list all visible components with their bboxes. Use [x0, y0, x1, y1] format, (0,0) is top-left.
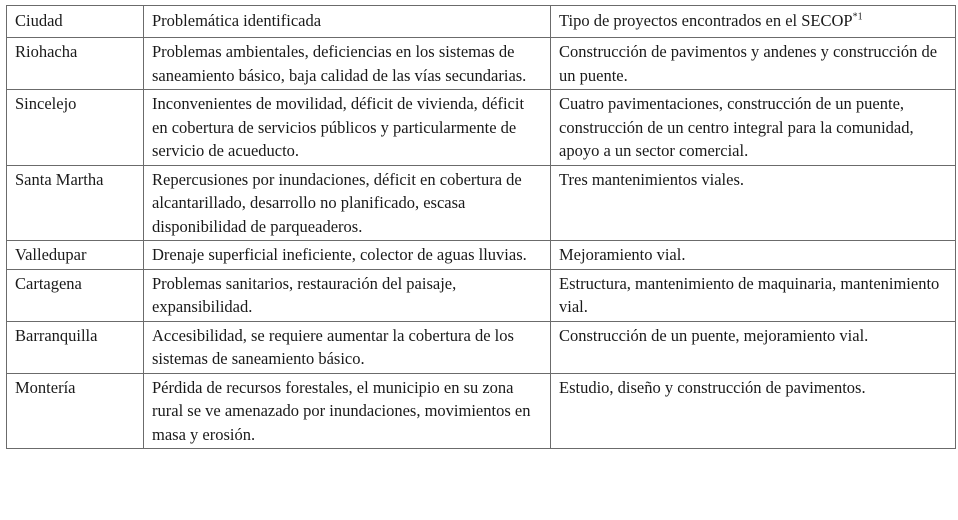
cell-problem: Problemas ambientales, deficiencias en los sistemas de saneamiento básico, baja calidad de las vías secundarias.	[144, 38, 551, 90]
table-row	[7, 373, 956, 449]
projects-table	[6, 5, 956, 449]
table-body	[7, 38, 956, 449]
table-row	[7, 38, 956, 90]
table-row	[7, 165, 956, 241]
table-row	[7, 321, 956, 373]
cell-projects: Cuatro pavimentaciones, construcción de un puente, construcción de un centro integral para la comunidad, apoyo a un sector comercial.	[551, 90, 956, 166]
cell-city: Riohacha	[7, 38, 144, 90]
header-problem: Problemática identificada	[144, 6, 551, 38]
header-projects	[551, 6, 956, 38]
cell-problem: Pérdida de recursos forestales, el municipio en su zona rural se ve amenazado por inundaciones, movimientos en masa y erosión.	[144, 373, 551, 449]
cell-projects: Construcción de un puente, mejoramiento vial.	[551, 321, 956, 373]
cell-problem: Problemas sanitarios, restauración del paisaje, expansibilidad.	[144, 269, 551, 321]
cell-problem: Inconvenientes de movilidad, déficit de vivienda, déficit en cobertura de servicios públicos y particularmente de servicio de acueducto.	[144, 90, 551, 166]
cell-projects: Estudio, diseño y construcción de pavimentos.	[551, 373, 956, 449]
cell-projects: Tres mantenimientos viales.	[551, 165, 956, 241]
table-row	[7, 90, 956, 166]
header-projects-footnote: *1	[852, 11, 863, 23]
cell-projects: Mejoramiento vial.	[551, 241, 956, 270]
header-city: Ciudad	[7, 6, 144, 38]
cell-problem: Accesibilidad, se requiere aumentar la cobertura de los sistemas de saneamiento básico.	[144, 321, 551, 373]
cell-city: Valledupar	[7, 241, 144, 270]
table-row	[7, 269, 956, 321]
cell-city: Santa Martha	[7, 165, 144, 241]
cell-city: Cartagena	[7, 269, 144, 321]
cell-city: Sincelejo	[7, 90, 144, 166]
cell-problem: Drenaje superficial ineficiente, colector de aguas lluvias.	[144, 241, 551, 270]
cell-problem: Repercusiones por inundaciones, déficit en cobertura de alcantarillado, desarrollo no planificado, escasa disponibilidad de parqueaderos.	[144, 165, 551, 241]
cell-city: Barranquilla	[7, 321, 144, 373]
table-row	[7, 241, 956, 270]
table-header	[7, 6, 956, 38]
cell-projects: Estructura, mantenimiento de maquinaria, mantenimiento vial.	[551, 269, 956, 321]
cell-projects: Construcción de pavimentos y andenes y construcción de un puente.	[551, 38, 956, 90]
cell-city: Montería	[7, 373, 144, 449]
header-row	[7, 6, 956, 38]
header-projects-label: Tipo de proyectos encontrados en el SECOP	[559, 11, 853, 30]
